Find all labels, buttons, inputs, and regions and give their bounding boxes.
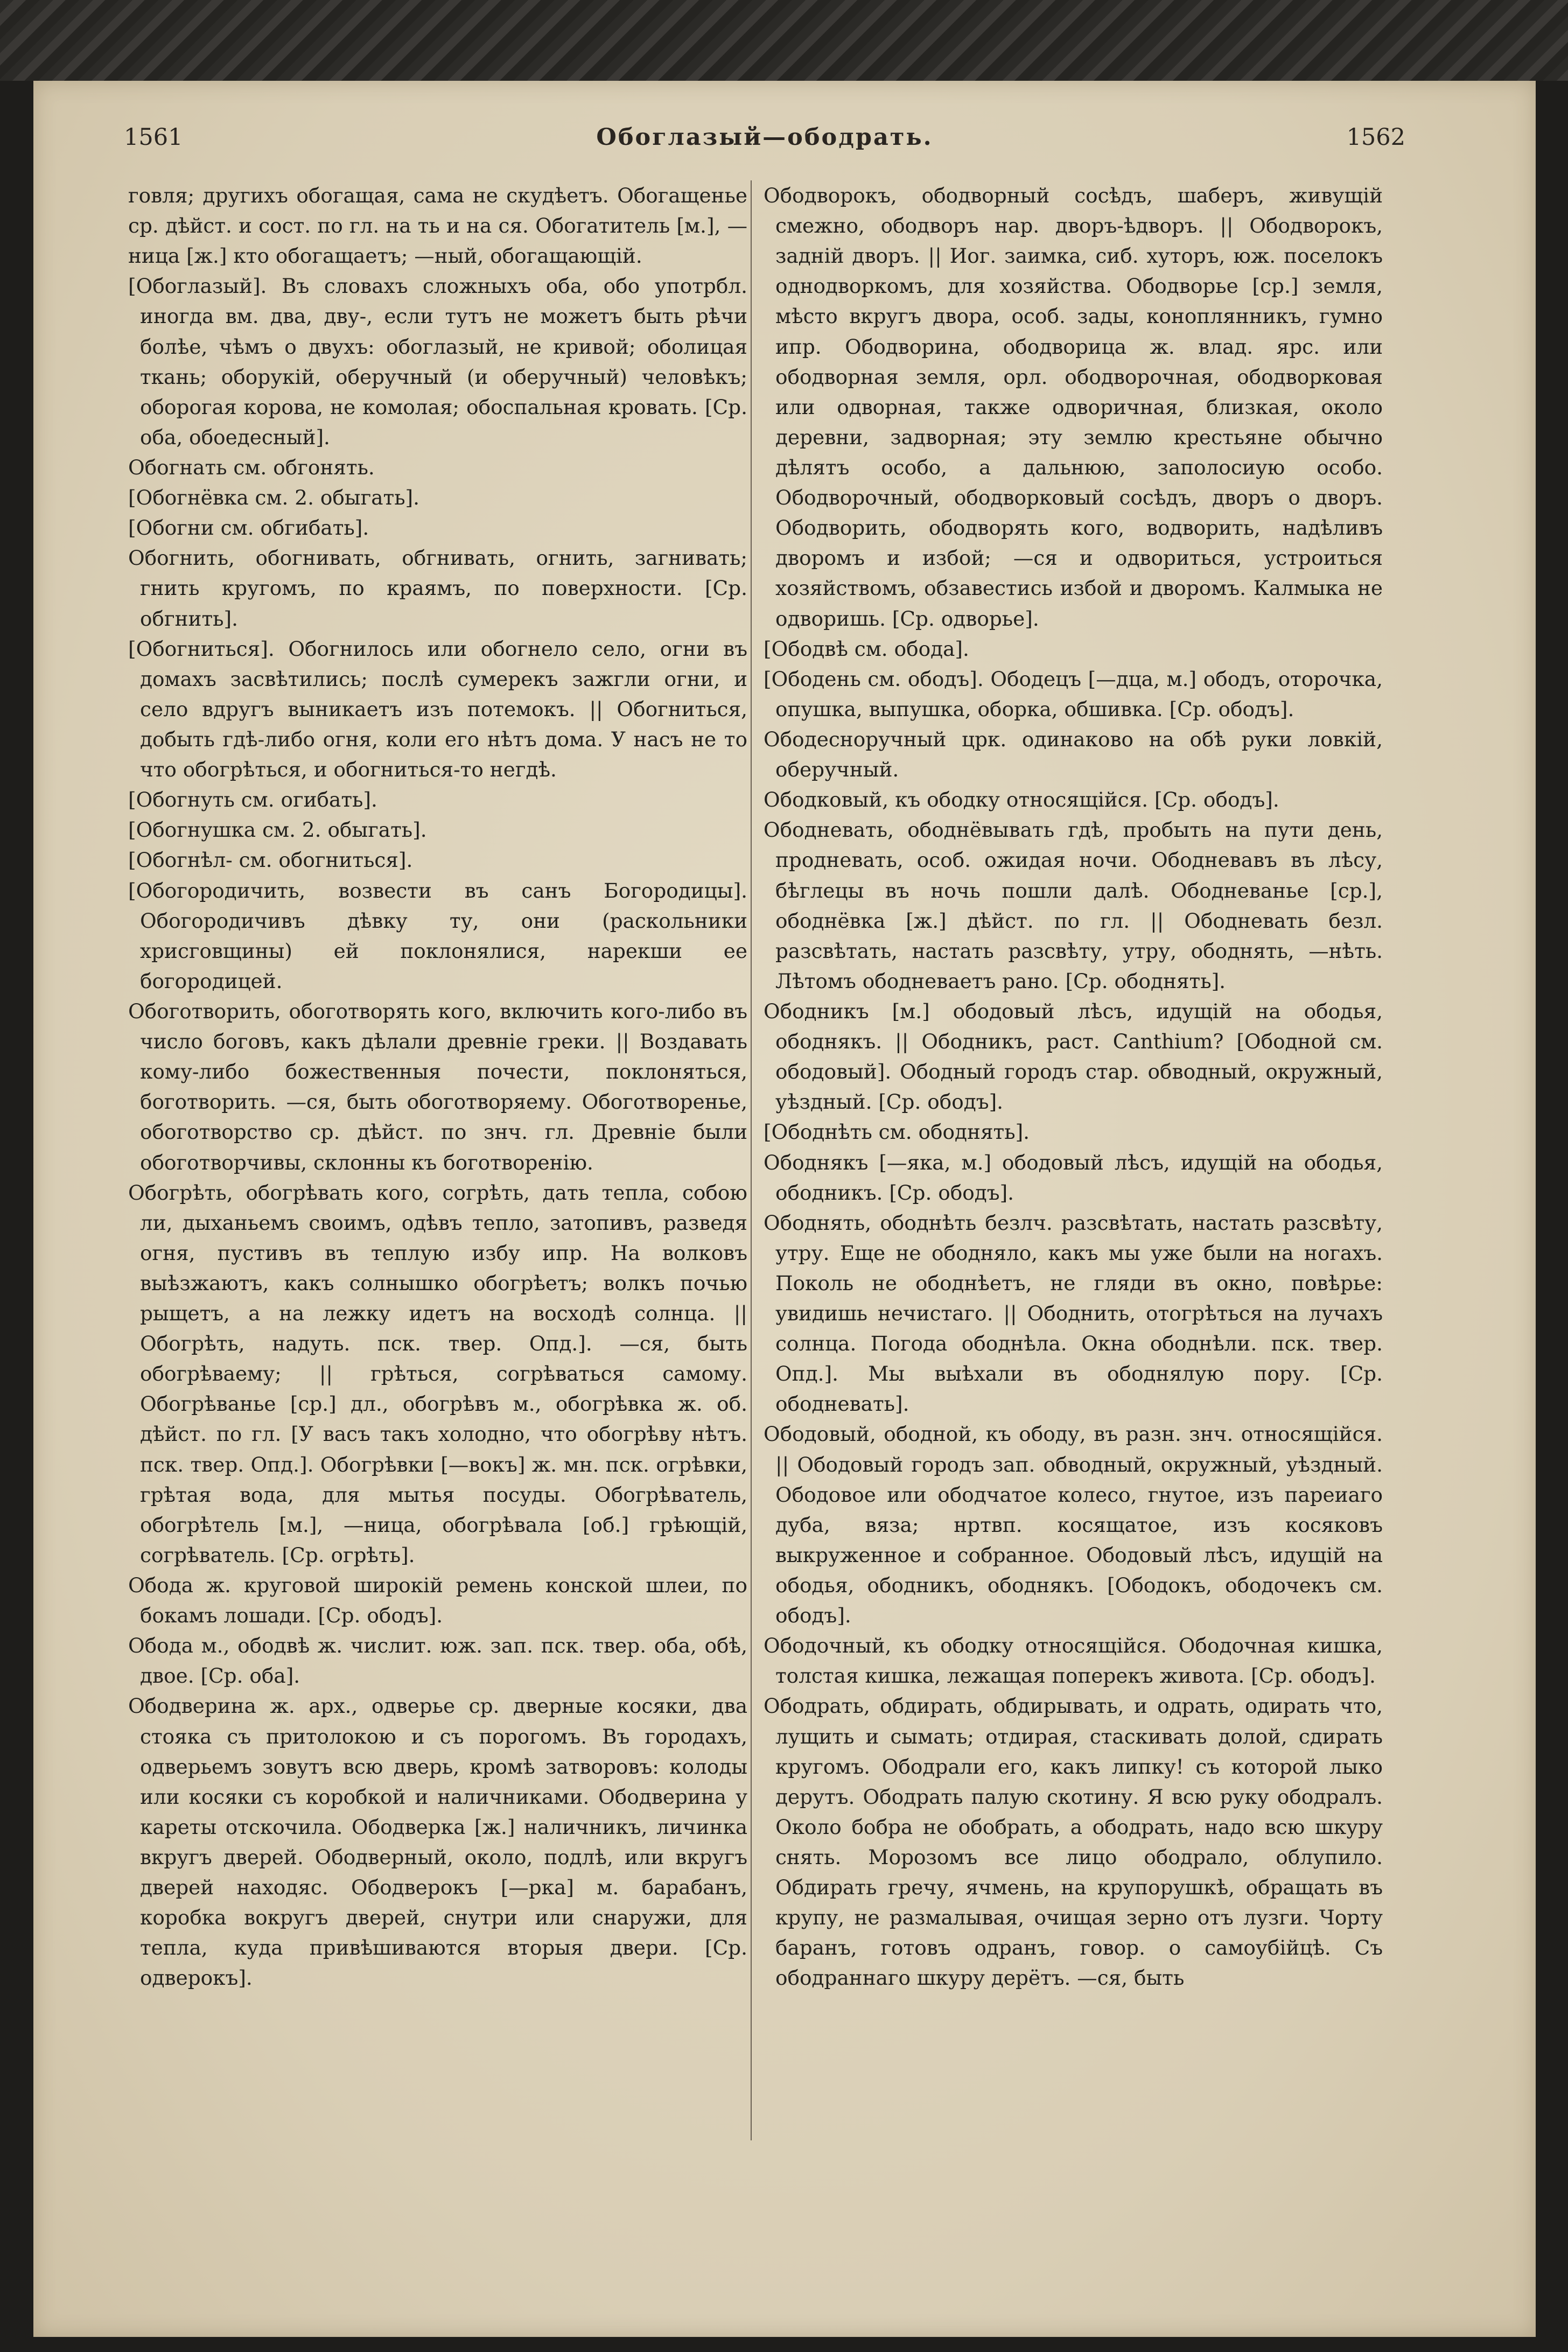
dictionary-entry: говля; другихъ обогащая, сама не скудѣетъ. Обогащенье ср. дѣйст. и сост. по гл. на ть и на ся. Обогатитель [м.], —ница [ж.] кто обогащаетъ; —ный, обогащающій.: [128, 184, 747, 268]
dictionary-entry: [Обогни см. обгибать].: [128, 516, 369, 540]
dictionary-entry: Обода м., ободвѣ ж. числит. юж. зап. пск. твер. оба, обѣ, двое. [Ср. оба].: [128, 1634, 747, 1688]
dictionary-entry: Обогнить, обогнивать, обгнивать, огнить, загнивать; гнить кругомъ, по краямъ, по поверхности. [Ср. обгнить].: [128, 546, 747, 631]
dictionary-entry: Обогрѣть, обогрѣвать кого, согрѣть, дать тепла, собою ли, дыханьемъ своимъ, одѣвъ тепло, затопивъ, разведя огня, пустивъ въ теплую избу ипр. На волковъ выѣзжаютъ, какъ солнышко обогрѣетъ; волкъ почью рыщетъ, а на лежку идетъ на восходѣ солнца. || Обогрѣть, надуть. пск. твер. Опд.]. —ся, быть обогрѣваему; || грѣться, согрѣваться самому. Обогрѣванье [ср.] дл., обогрѣвъ м., обогрѣвка ж. об. дѣйст. по гл. [У васъ такъ холодно, что обогрѣву нѣтъ. пск. твер. Опд.]. Обогрѣвки [—вокъ] ж. мн. пск. огрѣвки, грѣтая вода, для мытья посуды. Обогрѣватель, обогрѣтель [м.], —ница, обогрѣвала [об.] грѣющій, согрѣватель. [Ср. огрѣть].: [128, 1180, 747, 1567]
left-page-number: 1561: [124, 124, 183, 151]
dictionary-entry: Ободовый, ободной, къ ободу, въ разн. знч. относящійся. || Ободовый городъ зап. обводный, окружный, уѣздный. Ободовое или ободчатое колесо, гнутое, изъ пареиаго дуба, вяза; нртвп. косящатое, изъ косяковъ выкруженное и собранное. Ободовый лѣсъ, идущій на ободья, ободникъ, ободнякъ. [Ободокъ, ободочекъ см. ободъ].: [764, 1422, 1383, 1628]
dictionary-entry: Ободочный, къ ободку относящійся. Ободочная кишка, толстая кишка, лежащая поперекъ живота. [Ср. ободъ].: [764, 1634, 1383, 1688]
dictionary-entry: [Обогнушка см. 2. обыгать].: [128, 818, 427, 842]
dictionary-entry: [Обогниться]. Обогнилось или обогнело село, огни въ домахъ засвѣтились; послѣ сумерекъ зажгли огни, и село вдругъ выникаетъ изъ потемокъ. || Обогниться, добыть гдѣ-либо огня, коли его нѣтъ дома. У насъ не то что обогрѣться, и обогниться-то негдѣ.: [128, 636, 747, 782]
dictionary-entry: Ободневать, ободнёвывать гдѣ, пробыть на пути день, продневать, особ. ожидая ночи. Ободневавъ въ лѣсу, бѣглецы въ ночь пошли далѣ. Ободневанье [ср.], ободнёвка [ж.] дѣйст. по гл. || Ободневать безл. разсвѣтать, настать разсвѣту, утру, ободнять, —нѣть. Лѣтомъ ободневаетъ рано. [Ср. ободнять].: [764, 818, 1383, 993]
page-header: [124, 124, 1405, 156]
dictionary-entry: Обода ж. круговой широкій ремень конской шлеи, по бокамъ лошади. [Ср. ободъ].: [128, 1573, 747, 1628]
dictionary-entry: Ободковый, къ ободку относящійся. [Ср. ободъ].: [764, 788, 1279, 812]
left-column: [128, 180, 747, 2140]
dictionary-entry: [Ободнѣть см. ободнять].: [764, 1120, 1030, 1144]
dictionary-entry: [Обогнуть см. огибать].: [128, 788, 377, 812]
dictionary-entry: [Обогнѣл- см. обогниться].: [128, 848, 413, 872]
running-head: Обоглазый—ободрать.: [596, 124, 933, 151]
dictionary-entry: Ободнякъ [—яка, м.] ободовый лѣсъ, идущій на ободья, ободникъ. [Ср. ободъ].: [764, 1150, 1383, 1205]
dictionary-entry: [Ободень см. ободъ]. Ободецъ [—дца, м.] ободъ, оторочка, опушка, выпушка, оборка, обшивка. [Ср. ободъ].: [764, 667, 1383, 721]
dictionary-entry: [Обоглазый]. Въ словахъ сложныхъ оба, обо употрбл. иногда вм. два, дву-, если тутъ не можетъ быть рѣчи болѣе, чѣмъ о двухъ: обоглазый, не кривой; оболицая ткань; оборукій, оберучный (и оберучный) человѣкъ; оборогая корова, не комолая; обоспальная кровать. [Ср. оба, обоедесный].: [128, 274, 747, 449]
dictionary-entry: [Обогнёвка см. 2. обыгать].: [128, 486, 420, 510]
dictionary-entry: Ободнять, ободнѣть безлч. разсвѣтать, настать разсвѣту, утру. Еще не ободняло, какъ мы уже были на ногахъ. Поколь не ободнѣетъ, не гляди въ окно, повѣрье: увидишь нечистаго. || Ободнить, отогрѣться на лучахъ солнца. Погода ободнѣла. Окна ободнѣли. пск. твер. Опд.]. Мы выѣхали въ ободнялую пору. [Ср. ободневать].: [764, 1210, 1383, 1416]
right-page-number: 1562: [1346, 124, 1405, 151]
dictionary-entry: Ободверина ж. арх., одверье ср. дверные косяки, два стояка съ притолокою и съ порогомъ. Въ городахъ, одверьемъ зовутъ всю дверь, кромѣ затворовъ: колоды или косяки съ коробкой и наличниками. Ободверина у кареты отскочила. Ободверка [ж.] наличникъ, личинка вкругъ дверей. Ободверный, около, подлѣ, или вкругъ дверей находяс. Ободверокъ [—рка] м. барабанъ, коробка вокругъ дверей, снутри или снаружи, для тепла, куда привѣшиваются вторыя двери. [Ср. одверокъ].: [128, 1694, 747, 1990]
dictionary-entry: Ободрать, обдирать, обдирывать, и одрать, одирать что, лущить и сымать; отдирая, стаскивать долой, сдирать кругомъ. Ободрали его, какъ липку! съ которой лыко дерутъ. Ободрать палую скотину. Я всю руку ободралъ. Около бобра не обобрать, а ободрать, надо всю шкуру снять. Морозомъ все лицо ободрало, облупило. Обдирать гречу, ячмень, на крупорушкѣ, обращать въ крупу, не размалывая, очищая зерно отъ лузги. Чорту баранъ, готовъ одранъ, говор. о самоубійцѣ. Съ ободраннаго шкуру дерётъ. —ся, быть: [764, 1694, 1383, 1990]
dictionary-entry: [Обогородичить, возвести въ санъ Богородицы]. Обогородичивъ дѣвку ту, они (раскольники хрисговщины) ей поклонялися, нарекши ее богородицей.: [128, 878, 747, 993]
column-divider: [751, 180, 752, 2140]
dictionary-entry: Ободворокъ, ободворный сосѣдъ, шаберъ, живущій смежно, ободворъ нар. дворъ-ѣдворъ. || Ободворокъ, задній дворъ. || Иог. заимка, сиб. хуторъ, юж. поселокъ однодворкомъ, для хозяйства. Ободворье [ср.] земля, мѣсто вкругъ двора, особ. зады, коноплянникъ, гумно ипр. Ободворина, ободворица ж. влад. ярс. или ободворная земля, орл. ободворочная, ободворковая или одворная, также одворичная, близкая, около деревни, задворная; эту землю крестьяне обычно дѣлятъ особо, а дальнюю, заполосиую особо. Ободворочный, ободворковый сосѣдъ, дворъ о дворъ. Ободворить, ободворять кого, водворить, надѣливъ дворомъ и избой; —ся и одвориться, устроиться хозяйствомъ, обзавестись избой и дворомъ. Калмыка не одворишь. [Ср. одворье].: [764, 184, 1383, 631]
dictionary-entry: Ободесноручный црк. одинаково на обѣ руки ловкій, оберучный.: [764, 727, 1383, 782]
book-binding: [0, 0, 1568, 81]
dictionary-entry: Обоготворить, обоготворять кого, включить кого-либо въ число боговъ, какъ дѣлали древніе греки. || Воздавать кому-либо божественныя почести, поклоняться, боготворить. —ся, быть обоготворяему. Обоготворенье, обоготворство ср. дѣйст. по знч. гл. Древніе были обоготворчивы, склонны къ боготворенію.: [128, 999, 747, 1174]
dictionary-entry: Обогнать см. обгонять.: [128, 455, 375, 479]
dictionary-entry: [Ободвѣ см. обода].: [764, 636, 969, 661]
dictionary-entry: Ободникъ [м.] ободовый лѣсъ, идущій на ободья, ободнякъ. || Ободникъ, раст. Canthium? [Ободной см. ободовый]. Ободный городъ стар. обводный, окружный, уѣздный. [Ср. ободъ].: [764, 999, 1383, 1114]
right-column: [764, 180, 1383, 2140]
